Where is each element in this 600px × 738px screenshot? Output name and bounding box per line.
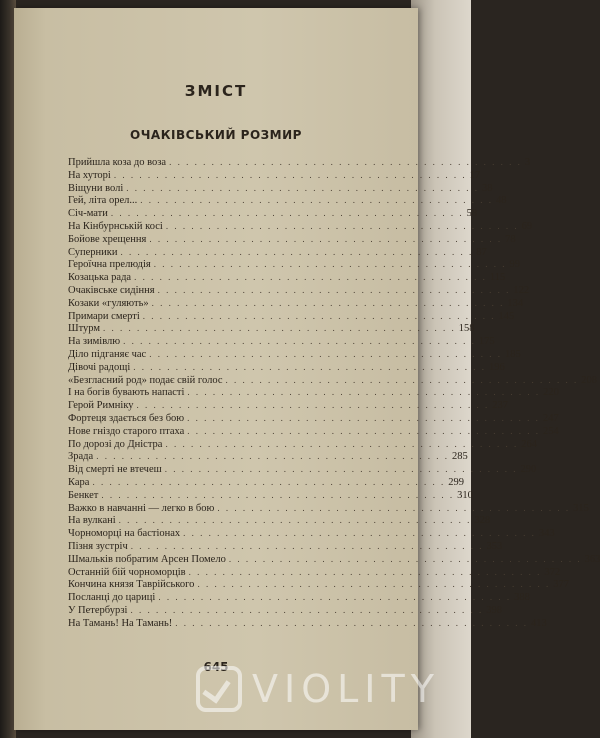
toc-entry-title: Пізня зустріч xyxy=(68,540,128,552)
toc-entry-page: 58 xyxy=(466,208,478,220)
toc-entry-title: Шмальків побратим Арсен Помело xyxy=(68,553,226,565)
toc-entry-page: 220 xyxy=(543,387,559,399)
toc-leader-dots: . . . . . . . . . . . . . . . . . . . . . . . . . . . . . . . . . . . . . . . . . . xyxy=(157,284,511,295)
toc-entry-title: На Тамань! На Тамань! xyxy=(68,617,173,629)
toc-entry xyxy=(68,425,559,438)
toc-leader-dots: . . . . . . . . . . . . . . . . . . . . . . . . . . . . . . . . . . . . . . . . . . xyxy=(92,476,446,487)
toc-leader-dots: . . . . . . . . . . . . . . . . . . . . . . . . . . . . . . . . . . . . . . . . . . xyxy=(113,169,467,180)
toc-entry-title: На вулкані xyxy=(68,515,116,527)
toc-leader-dots: . . . . . . . . . . . . . . . . . . . . . . . . . . . . . . . . . . . . . . . . . . xyxy=(140,195,493,206)
toc-leader-dots: . . . . . . . . . . . . . . . . . . . . . . . . . . . . . . . . . . . . . . . . . . xyxy=(149,348,502,359)
toc-leader-dots: . . . . . . . . . . . . . . . . . . . . . . . . . . . . . . . . . . . . . . . . . . xyxy=(133,361,487,372)
toc-entry xyxy=(68,450,468,463)
toc-leader-dots: . . . . . . . . . . . . . . . . . . . . . . . . . . . . . . . . . . . . . . . . . . xyxy=(197,579,551,590)
toc-entry xyxy=(68,527,555,540)
toc-entry xyxy=(68,604,502,617)
toc-entry xyxy=(68,169,481,182)
toc-entry xyxy=(68,578,569,591)
toc-leader-dots: . . . . . . . . . . . . . . . . . . . . . . . . . . . . . . . . . . . . . . . . . . xyxy=(187,412,540,423)
toc-entry-page: 208 xyxy=(581,374,597,386)
toc-entry-title: Дівочі радощі xyxy=(68,361,131,373)
toc-leader-dots: . . . . . . . . . . . . . . . . . . . . . . . . . . . . . . . . . . . . . . . . . . xyxy=(126,182,480,193)
toc-entry-page: 3 xyxy=(524,157,531,168)
toc-entry-page: 247 xyxy=(542,412,559,424)
toc-entry-page: 343 xyxy=(538,528,555,540)
toc-entry-title: Важко в навчанні — легко в бою xyxy=(68,502,215,514)
toc-entry-page: 299 xyxy=(448,476,464,488)
toc-entry-page: 285 xyxy=(451,451,468,463)
toc-entry-page: 315 xyxy=(573,502,589,514)
toc-entry-title: Віщуни волі xyxy=(68,182,124,194)
toc-entry-title: І на богів бувають напасті xyxy=(68,387,185,399)
toc-entry-title: Кончина князя Таврійського xyxy=(68,579,195,591)
toc-entry-title: Діло підганяє час xyxy=(68,348,147,360)
toc-leader-dots: . . . . . . . . . . . . . . . . . . . . . . . . . . . . . . . . . . . . . . . . . . xyxy=(165,220,519,231)
toc-entry-page: 196 xyxy=(489,361,505,373)
toc-entry-page: 264 xyxy=(521,438,537,450)
toc-leader-dots: . . . . . . . . . . . . . . . . . . . . . . . . . . . . . . . . . . . . . . . . . . xyxy=(165,438,519,449)
toc-entry-page: 363 xyxy=(584,553,600,565)
toc-leader-dots: . . . . . . . . . . . . . . . . . . . . . . . . . . . . . . . . . . . . . . . . . . xyxy=(101,489,455,500)
toc-leader-dots: . . . . . . . . . . . . . . . . . . . . . . . . . . . . . . . . . . . . . . . . . . xyxy=(118,515,472,526)
toc-leader-dots: . . . . . . . . . . . . . . . . . . . . . . . . . . . . . . . . . . . . . . . . . . xyxy=(217,502,571,513)
toc-entry xyxy=(68,374,597,387)
toc-entry-page: 237 xyxy=(492,400,509,412)
toc-entry xyxy=(68,412,559,425)
toc-entry-title: Суперники xyxy=(68,246,118,258)
toc-leader-dots: . . . . . . . . . . . . . . . . . . . . . . . . . . . . . . . . . . . . . . . . . . xyxy=(158,592,512,603)
violity-logo-icon xyxy=(196,666,242,712)
toc-entry-title: Очаківське сидіння xyxy=(68,284,155,296)
toc-entry-title: Козацька рада xyxy=(68,272,132,284)
toc-entry-page: 328 xyxy=(474,515,491,527)
toc-entry-title: На зимівлю xyxy=(68,336,121,348)
toc-entry-title: Герой Римніку xyxy=(68,400,134,412)
toc-entry-page: 134 xyxy=(507,297,524,309)
toc-entry-title: Нове гніздо старого птаха xyxy=(68,425,185,437)
toc-entry-page: 17 xyxy=(469,169,481,181)
toc-leader-dots: . . . . . . . . . . . . . . . . . . . . . . . . . . . . . . . . . . . . . . . . . . xyxy=(142,310,496,321)
toc-entry-page: 145 xyxy=(498,310,515,322)
toc-entry xyxy=(68,310,515,323)
toc-entry-title: Гей, літа орел... xyxy=(68,195,138,207)
toc-entry-title: У Петербурзі xyxy=(68,604,128,616)
watermark-text: VIOLITY xyxy=(252,667,440,711)
toc-entry-page: 254 xyxy=(543,425,559,437)
toc-entry xyxy=(68,502,589,515)
toc-entry-page: 310 xyxy=(457,489,473,501)
toc-entry-page: 175 xyxy=(478,336,495,348)
toc-entry xyxy=(68,489,473,502)
toc-entry-title: Посланці до цариці xyxy=(68,592,156,604)
toc-entry-title: Бойове хрещення xyxy=(68,233,147,245)
toc-leader-dots: . . . . . . . . . . . . . . . . . . . . . . . . . . . . . . . . . . . . . . . . . . xyxy=(153,259,507,270)
watermark xyxy=(196,666,440,712)
toc-entry xyxy=(68,182,493,195)
toc-leader-dots: . . . . . . . . . . . . . . . . . . . . . . . . . . . . . . . . . . . . . . . . . . xyxy=(134,272,487,283)
toc-leader-dots: . . . . . . . . . . . . . . . . . . . . . . . . . . . . . . . . . . . . . . . . . . xyxy=(130,540,484,551)
section-title: ОЧАКІВСЬКИЙ РОЗМИР xyxy=(130,128,302,142)
toc-entry-title: Козаки «гуляють» xyxy=(68,297,149,309)
toc-entry xyxy=(68,271,506,284)
toc-entry-page: 158 xyxy=(458,323,475,335)
toc-entry xyxy=(68,514,491,527)
toc-entry xyxy=(68,156,531,169)
toc-leader-dots: . . . . . . . . . . . . . . . . . . . . . . . . . . . . . . . . . . . . . . . . . . xyxy=(151,297,505,308)
toc-entry-title: Січ-мати xyxy=(68,208,108,220)
toc-leader-dots: . . . . . . . . . . . . . . . . . . . . . . . . . . . . . . . . . . . . . . . . . . xyxy=(120,246,474,257)
toc-leader-dots: . . . . . . . . . . . . . . . . . . . . . . . . . . . . . . . . . . . . . . . . . . xyxy=(187,387,541,398)
toc-entry-page: 87 xyxy=(476,246,487,258)
toc-entry xyxy=(68,566,561,579)
toc-entry xyxy=(68,540,503,553)
toc-entry-page: 185 xyxy=(504,348,521,360)
toc-entry-title: Бенкет xyxy=(68,489,99,501)
toc-entry xyxy=(68,220,533,233)
toc-entry-title: На хуторі xyxy=(68,169,111,181)
toc-leader-dots: . . . . . . . . . . . . . . . . . . . . . . . . . . . . . . . . . . . . . . . . . . xyxy=(175,617,529,628)
toc-entry-page: 115 xyxy=(489,272,506,284)
toc-entry xyxy=(68,233,516,246)
toc-leader-dots: . . . . . . . . . . . . . . . . . . . . . . . . . . . . . . . . . . . . . . . . . . xyxy=(110,208,464,219)
toc-entry xyxy=(68,284,530,297)
toc-entry xyxy=(68,322,475,335)
toc-leader-dots: . . . . . . . . . . . . . . . . . . . . . . . . . . . . . . . . . . . . . . . . . . xyxy=(96,451,449,462)
toc-entry-title: Прийшла коза до воза xyxy=(68,157,167,168)
toc-entry xyxy=(68,399,509,412)
toc-leader-dots: . . . . . . . . . . . . . . . . . . . . . . . . . . . . . . . . . . . . . . . . . . xyxy=(188,566,542,577)
toc-entry xyxy=(68,386,559,399)
toc-leader-dots: . . . . . . . . . . . . . . . . . . . . . . . . . . . . . . . . . . . . . . . . . . xyxy=(149,233,503,244)
toc-entry-title: Примари смерті xyxy=(68,310,140,322)
toc-entry xyxy=(68,361,505,374)
toc-entry xyxy=(68,207,478,220)
toc-leader-dots: . . . . . . . . . . . . . . . . . . . . . . . . . . . . . . . . . . . . . . . . . . xyxy=(169,157,522,167)
toc-leader-dots: . . . . . . . . . . . . . . . . . . . . . . . . . . . . . . . . . . . . . . . . . . xyxy=(123,336,476,347)
toc-entry xyxy=(68,463,537,476)
toc-entry-page: 38 xyxy=(482,182,493,194)
toc-entry-page: 377 xyxy=(553,579,569,591)
toc-entry xyxy=(68,476,464,489)
page-heading: ЗМІСТ xyxy=(184,82,248,100)
toc-entry xyxy=(68,438,537,451)
toc-entry xyxy=(68,591,530,604)
toc-entry-title: По дорозі до Дністра xyxy=(68,438,163,450)
toc-entry-title: Героїчна прелюдія xyxy=(68,259,151,271)
toc-entry-title: Останній бій чорноморців xyxy=(68,566,186,578)
toc-leader-dots: . . . . . . . . . . . . . . . . . . . . . . . . . . . . . . . . . . . . . . . . . . xyxy=(130,604,484,615)
toc-entry-title: Зрада xyxy=(68,451,94,463)
toc-entry-title: Від смерті не втечеш xyxy=(68,464,162,476)
toc-entry xyxy=(68,617,547,630)
table-of-contents xyxy=(68,156,600,629)
toc-entry-page: 48 xyxy=(495,195,507,207)
toc-entry-page: 372 xyxy=(544,566,561,578)
toc-entry xyxy=(68,246,487,259)
toc-entry xyxy=(68,553,600,566)
toc-entry-title: Штурм xyxy=(68,323,101,335)
toc-entry xyxy=(68,348,521,361)
toc-entry-page: 388 xyxy=(514,592,530,604)
toc-entry xyxy=(68,335,495,348)
toc-entry-title: Чорноморці на бастіонах xyxy=(68,528,181,540)
toc-entry xyxy=(68,194,507,207)
toc-entry-page: 398 xyxy=(486,604,502,616)
toc-entry-page: 413 xyxy=(531,617,547,629)
toc-entry-page: 353 xyxy=(486,540,503,552)
toc-leader-dots: . . . . . . . . . . . . . . . . . . . . . . . . . . . . . . . . . . . . . . . . . . xyxy=(187,425,541,436)
toc-entry-page: 290 xyxy=(520,464,537,476)
toc-entry xyxy=(68,297,524,310)
toc-entry-title: Кара xyxy=(68,476,90,488)
toc-leader-dots: . . . . . . . . . . . . . . . . . . . . . . . . . . . . . . . . . . . . . . . . . . xyxy=(228,553,582,564)
book-page xyxy=(14,8,600,730)
toc-entry-page: 99 xyxy=(509,259,520,271)
toc-leader-dots: . . . . . . . . . . . . . . . . . . . . . . . . . . . . . . . . . . . . . . . . . . xyxy=(164,464,518,475)
toc-leader-dots: . . . . . . . . . . . . . . . . . . . . . . . . . . . . . . . . . . . . . . . . . . xyxy=(225,374,579,385)
toc-leader-dots: . . . . . . . . . . . . . . . . . . . . . . . . . . . . . . . . . . . . . . . . . . xyxy=(183,528,536,539)
toc-leader-dots: . . . . . . . . . . . . . . . . . . . . . . . . . . . . . . . . . . . . . . . . . . xyxy=(136,400,490,411)
toc-leader-dots: . . . . . . . . . . . . . . . . . . . . . . . . . . . . . . . . . . . . . . . . . . xyxy=(103,323,456,334)
toc-entry-page: 69 xyxy=(521,220,533,232)
page-number: 645 xyxy=(203,660,229,674)
toc-entry-title: На Кінбурнській косі xyxy=(68,220,163,232)
toc-entry xyxy=(68,258,520,271)
toc-entry-page: 122 xyxy=(513,284,530,296)
toc-entry-title: «Безгласний род» подає свій голос xyxy=(68,374,223,386)
toc-entry-title: Фортеця здається без бою xyxy=(68,412,185,424)
toc-entry-page: 78 xyxy=(505,233,516,245)
